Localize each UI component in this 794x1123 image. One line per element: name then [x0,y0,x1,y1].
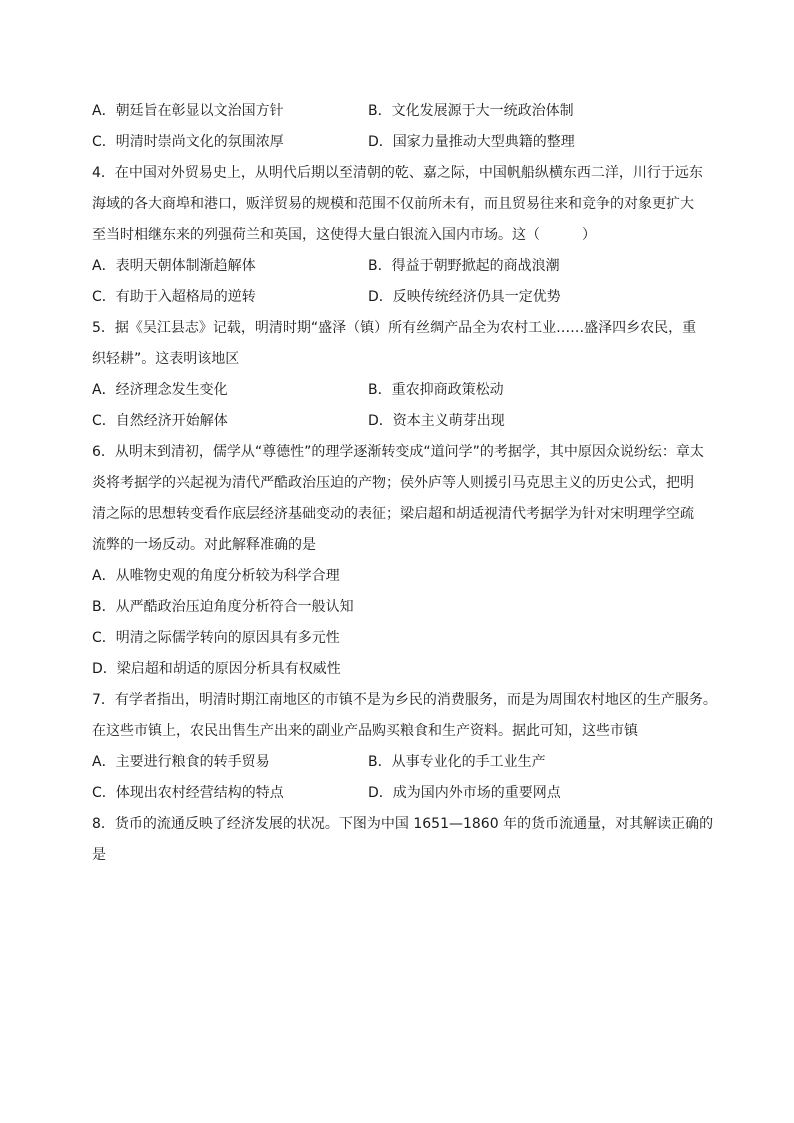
q5-stem-line-1: 5．据《吴江县志》记载，明清时期“盛泽（镇）所有丝绸产品全为农村工业……盛泽四乡农民，重 [92,320,697,336]
q4-option-a[interactable]: A．表明天朝体制渐趋解体 [92,258,256,274]
q6-stem-line-3: 清之际的思想转变看作底层经济基础变动的表征；梁启超和胡适视清代考据学为针对宋明理学空疏 [92,506,694,522]
q7-options-row-1 [92,747,704,778]
q3-options-row-1 [92,96,704,127]
q4-stem-line-2: 海域的各大商埠和港口，贩洋贸易的规模和范围不仅前所未有，而且贸易往来和竞争的对象更扩大 [92,196,694,212]
q4-option-b[interactable]: B．得益于朝野掀起的商战浪潮 [368,258,560,274]
q5-stem-line-2: 织轻耕”。这表明该地区 [92,351,240,367]
q6-option-a[interactable]: A．从唯物史观的角度分析较为科学合理 [92,568,340,584]
question-5 [92,313,704,437]
q6-option-c[interactable]: C．明清之际儒学转向的原因具有多元性 [92,630,340,646]
q7-option-c[interactable]: C．体现出农村经营结构的特点 [92,785,284,801]
q3-option-b[interactable]: B．文化发展源于大一统政治体制 [368,103,574,119]
q7-stem-line-1: 7．有学者指出，明清时期江南地区的市镇不是为乡民的消费服务，而是为周围农村地区的生产服务。 [92,692,717,708]
q3-option-d[interactable]: D．国家力量推动大型典籍的整理 [368,134,575,150]
q7-options-row-2 [92,778,704,809]
q3-options-row-2 [92,127,704,158]
q8-stem-line-1: 8．货币的流通反映了经济发展的状况。下图为中国 1651—1860 年的货币流通量，对其解读正确的 [92,816,714,832]
q5-option-d[interactable]: D．资本主义萌芽出现 [368,413,505,429]
q5-option-a[interactable]: A．经济理念发生变化 [92,382,228,398]
exam-page [92,96,717,871]
q6-stem-line-1: 6．从明末到清初，儒学从“尊德性”的理学逐渐转变成“道问学”的考据学，其中原因众说纷纭：章太 [92,444,704,460]
q7-stem-line-2: 在这些市镇上，农民出售生产出来的副业产品购买粮食和生产资料。据此可知，这些市镇 [92,723,638,739]
q5-options-row-1 [92,375,704,406]
q4-options-row-1 [92,251,704,282]
q3-option-c[interactable]: C．明清时崇尚文化的氛围浓厚 [92,134,284,150]
q7-option-d[interactable]: D．成为国内外市场的重要网点 [368,785,561,801]
question-6 [92,437,704,685]
question-8 [92,809,714,871]
q4-option-d[interactable]: D．反映传统经济仍具一定优势 [368,289,561,305]
question-4 [92,158,704,313]
q8-stem-line-2: 是 [92,847,106,863]
q6-option-b[interactable]: B．从严酷政治压迫角度分析符合一般认知 [92,599,354,615]
question-7 [92,685,717,809]
q6-stem-line-4: 流弊的一场反动。对此解释准确的是 [92,537,316,553]
q5-options-row-2 [92,406,704,437]
q4-option-c[interactable]: C．有助于入超格局的逆转 [92,289,256,305]
q6-stem-line-2: 炎将考据学的兴起视为清代严酷政治压迫的产物；侯外庐等人则援引马克思主义的历史公式，把明 [92,475,694,491]
q7-option-a[interactable]: A．主要进行粮食的转手贸易 [92,754,270,770]
q4-stem-line-3: 至当时相继东来的列强荷兰和英国，这使得大量白银流入国内市场。这（ ） [92,227,596,243]
q6-option-d[interactable]: D．梁启超和胡适的原因分析具有权威性 [92,661,341,677]
q4-stem-line-1: 4．在中国对外贸易史上，从明代后期以至清朝的乾、嘉之际，中国帆船纵横东西二洋，川行于远东 [92,165,703,181]
q3-option-a[interactable]: A．朝廷旨在彰显以文治国方针 [92,103,284,119]
q7-option-b[interactable]: B．从事专业化的手工业生产 [368,754,546,770]
q4-options-row-2 [92,282,704,313]
q5-option-c[interactable]: C．自然经济开始解体 [92,413,228,429]
q5-option-b[interactable]: B．重农抑商政策松动 [368,382,504,398]
